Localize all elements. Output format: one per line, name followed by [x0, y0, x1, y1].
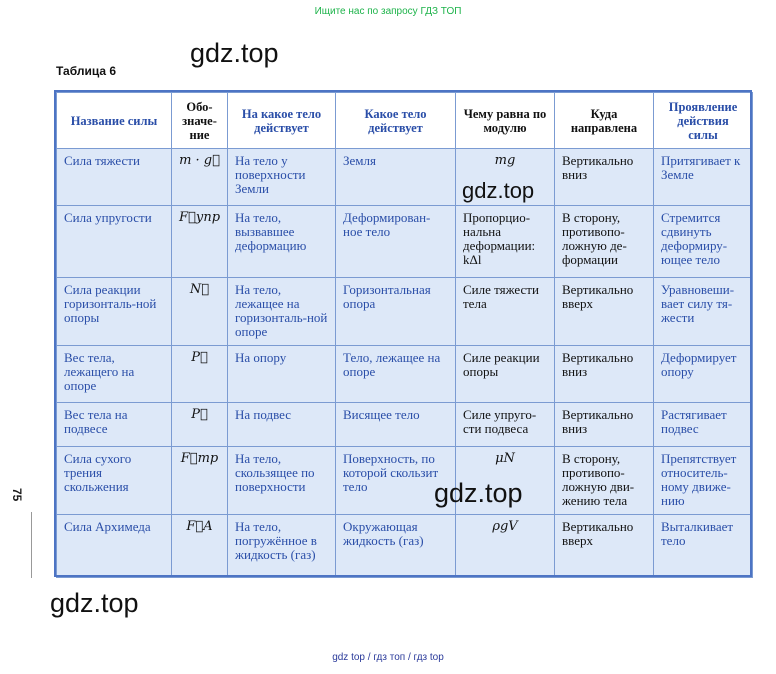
cell-magnitude: ρgV [456, 515, 555, 578]
table-row [57, 149, 753, 206]
header-acting-body: Какое тело действует [336, 93, 456, 149]
header-effect: Проявление действия силы [654, 93, 753, 149]
table-row [57, 346, 753, 403]
cell-force-name: Сила реакции горизонталь-ной опоры [57, 278, 172, 346]
watermark: gdz.top [190, 38, 279, 68]
cell-effect: Стремится сдвинуть деформиру-ющее тело [654, 206, 753, 278]
cell-notation: N⃗ [172, 278, 228, 346]
forces-table [56, 92, 753, 578]
cell-force-name: Сила тяжести [57, 149, 172, 206]
table-caption: Таблица 6 [56, 64, 117, 78]
header-acts-on: На какое тело действует [228, 93, 336, 149]
cell-acts-on: На тело, скользящее по поверхности [228, 447, 336, 515]
cell-acts-on: На тело, вызвавшее деформацию [228, 206, 336, 278]
table-row [57, 206, 753, 278]
table-row [57, 447, 753, 515]
cell-acting-body: Земля [336, 149, 456, 206]
cell-direction: Вертикально вверх [555, 278, 654, 346]
cell-effect: Препятствует относитель-ному движе-нию [654, 447, 753, 515]
cell-direction: Вертикально вниз [555, 149, 654, 206]
cell-notation: P⃗ [172, 346, 228, 403]
cell-force-name: Сила сухого трения скольжения [57, 447, 172, 515]
cell-force-name: Вес тела на подвесе [57, 403, 172, 447]
cell-effect: Выталкивает тело [654, 515, 753, 578]
cell-acts-on: На опору [228, 346, 336, 403]
cell-magnitude: Пропорцио-нальна деформации: kΔl [456, 206, 555, 278]
cell-magnitude: Силе реакции опоры [456, 346, 555, 403]
cell-effect: Притягивает к Земле [654, 149, 753, 206]
header-magnitude: Чему равна по модулю [456, 93, 555, 149]
header-direction: Куда направлена [555, 93, 654, 149]
header-notation: Обо-значе-ние [172, 93, 228, 149]
footer-links[interactable]: gdz top / гдз топ / гдз top [332, 652, 444, 663]
cell-magnitude: Силе упруго-сти подвеса [456, 403, 555, 447]
cell-acting-body: Тело, лежащее на опоре [336, 346, 456, 403]
cell-effect: Деформирует опору [654, 346, 753, 403]
cell-direction: Вертикально вниз [555, 403, 654, 447]
cell-notation: F⃗упр [172, 206, 228, 278]
cell-magnitude: μN [456, 447, 555, 515]
watermark: gdz.top [50, 588, 139, 618]
top-search-hint[interactable]: Ищите нас по запросу ГДЗ ТОП [314, 6, 462, 17]
cell-acts-on: На тело, лежащее на горизонталь-ной опоре [228, 278, 336, 346]
cell-force-name: Сила упругости [57, 206, 172, 278]
cell-effect: Уравновеши-вает силу тя-жести [654, 278, 753, 346]
cell-acts-on: На тело у поверхности Земли [228, 149, 336, 206]
cell-effect: Растягивает подвес [654, 403, 753, 447]
cell-acts-on: На подвес [228, 403, 336, 447]
cell-acts-on: На тело, погружённое в жидкость (газ) [228, 515, 336, 578]
cell-direction: В сторону, противопо-ложную де-формации [555, 206, 654, 278]
cell-direction: Вертикально вверх [555, 515, 654, 578]
cell-magnitude: Силе тяжести тела [456, 278, 555, 346]
table-row [57, 403, 753, 447]
cell-notation: m · g⃗ [172, 149, 228, 206]
cell-acting-body: Окружающая жидкость (газ) [336, 515, 456, 578]
cell-notation: P⃗ [172, 403, 228, 447]
cell-acting-body: Висящее тело [336, 403, 456, 447]
watermark: gdz.top [462, 178, 535, 203]
cell-force-name: Сила Архимеда [57, 515, 172, 578]
cell-notation: F⃗тр [172, 447, 228, 515]
cell-direction: В сторону, противопо-ложную дви-жению тела [555, 447, 654, 515]
table-row [57, 515, 753, 578]
cell-acting-body: Деформирован-ное тело [336, 206, 456, 278]
page-number: 75 [10, 488, 24, 502]
cell-force-name: Вес тела, лежащего на опоре [57, 346, 172, 403]
cell-magnitude: mg [456, 149, 555, 206]
cell-direction: Вертикально вниз [555, 346, 654, 403]
cell-acting-body: Поверхность, по которой скользит тело [336, 447, 456, 515]
cell-notation: F⃗A [172, 515, 228, 578]
watermark: gdz.top [434, 478, 523, 508]
table-row [57, 278, 753, 346]
cell-acting-body: Горизонтальная опора [336, 278, 456, 346]
page-margin-rule [31, 512, 32, 578]
header-force-name: Название силы [57, 93, 172, 149]
